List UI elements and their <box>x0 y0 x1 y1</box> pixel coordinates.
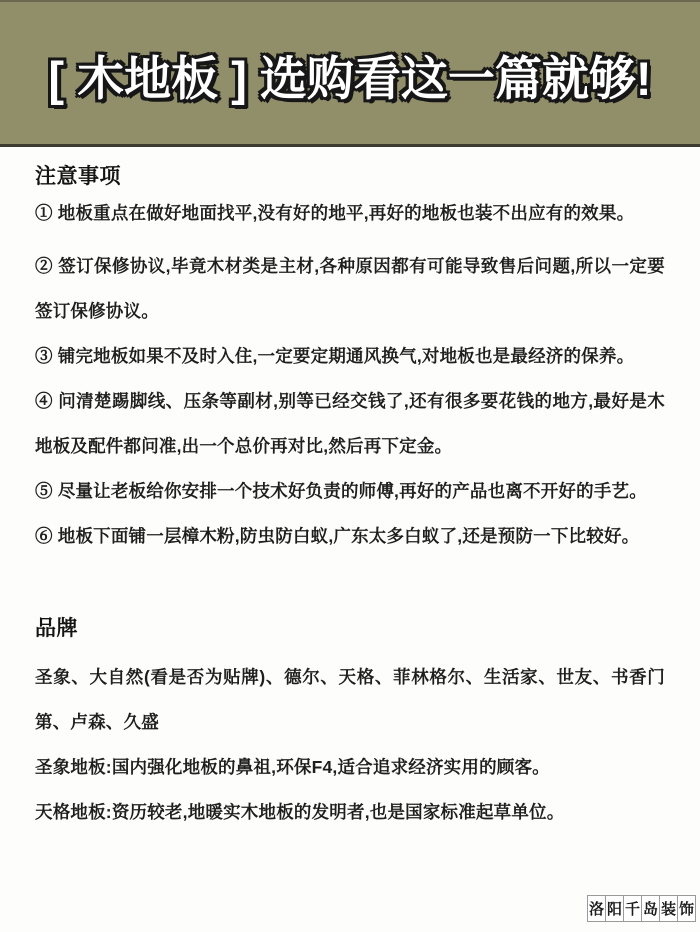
brand-detail-tiange: 天格地板:资历较老,地暖实木地板的发明者,也是国家标准起草单位。 <box>35 802 565 822</box>
notes-heading: 注意事项 <box>35 165 121 188</box>
watermark-stamp <box>587 895 696 922</box>
watermark-char: 洛 <box>587 895 606 922</box>
watermark-char: 装 <box>659 895 678 922</box>
poster-header <box>0 0 700 147</box>
watermark-char: 阳 <box>605 895 624 922</box>
watermark-char: 千 <box>623 895 642 922</box>
note-item-6: ⑥ 地板下面铺一层樟木粉,防虫防白蚁,广东太多白蚁了,还是预防一下比较好。 <box>35 526 640 546</box>
poster-title: [ 木地板 ] 选购看这一篇就够! <box>48 51 652 105</box>
watermark-char: 饰 <box>677 895 696 922</box>
poster-content <box>0 147 700 835</box>
note-item-1: ① 地板重点在做好地面找平,没有好的地平,再好的地板也装不出应有的效果。 <box>35 203 635 223</box>
watermark-char: 岛 <box>641 895 660 922</box>
section-notes <box>35 163 665 559</box>
note-item-3: ③ 铺完地板如果不及时入住,一定要定期通风换气,对地板也是最经济的保养。 <box>35 346 635 366</box>
brand-list-line: 圣象、大自然(看是否为贴牌)、德尔、天格、菲林格尔、生活家、世友、书香门第、卢森、久盛 <box>35 667 665 732</box>
note-item-4: ④ 问清楚踢脚线、压条等副材,别等已经交钱了,还有很多要花钱的地方,最好是木地板及配件都问准,出一个总价再对比,然后再下定金。 <box>35 391 665 456</box>
brand-detail-shengxiang: 圣象地板:国内强化地板的鼻祖,环保F4,适合追求经济实用的顾客。 <box>35 757 550 777</box>
brands-heading: 品牌 <box>35 617 78 640</box>
section-brands <box>35 615 665 835</box>
note-item-5: ⑤ 尽量让老板给你安排一个技术好负责的师傅,再好的产品也离不开好的手艺。 <box>35 481 647 501</box>
note-item-2: ② 签订保修协议,毕竟木材类是主材,各种原因都有可能导致售后问题,所以一定要签订保修协议。 <box>35 256 665 321</box>
